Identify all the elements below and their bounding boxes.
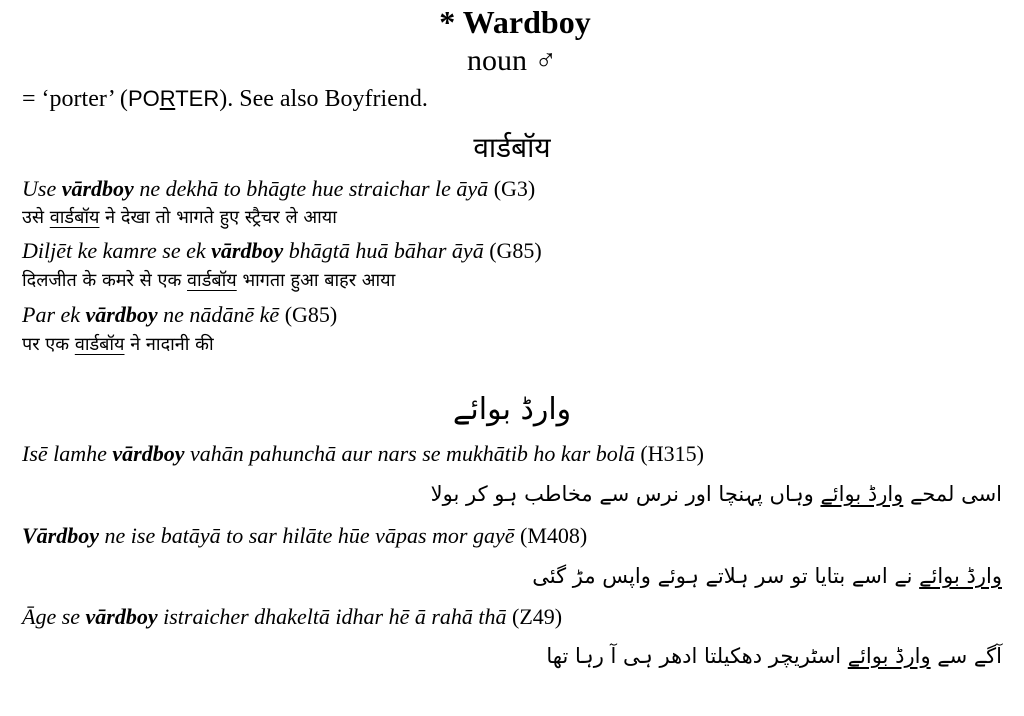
male-gender-icon: ♂ bbox=[534, 44, 557, 77]
script-text: آگے سے bbox=[930, 644, 1002, 668]
script-text: اسی لمحے bbox=[903, 482, 1002, 506]
citation: (G85) bbox=[279, 302, 338, 327]
headword-bold: vārdboy bbox=[211, 238, 284, 263]
urdu-example-1-transliteration bbox=[22, 441, 704, 467]
urdu-example-1-script bbox=[431, 482, 1002, 506]
lat-text: Diljēt ke kamre se ek bbox=[22, 238, 212, 263]
lat-text: ne nādānē kē bbox=[157, 302, 280, 327]
headword-bold: Vārdboy bbox=[22, 523, 99, 548]
pos-label: noun bbox=[467, 44, 527, 77]
citation: (Z49) bbox=[506, 604, 563, 629]
script-text: पर एक bbox=[22, 334, 75, 355]
lat-text: Isē lamhe bbox=[22, 441, 113, 466]
headword-underlined: वार्डबॉय bbox=[74, 334, 125, 355]
headword-underlined: وارڈ بوائے bbox=[820, 482, 904, 506]
definition-line bbox=[22, 86, 428, 113]
script-text: भागता हुआ बाहर आया bbox=[236, 270, 396, 291]
hindi-example-3-script bbox=[22, 332, 214, 356]
definition-prefix: = ‘porter’ ( bbox=[22, 86, 128, 112]
urdu-example-2-transliteration bbox=[22, 523, 587, 549]
lat-text: ne ise batāyā to sar hilāte hūe vāpas mor gayē bbox=[99, 523, 515, 548]
headword-bold: vārdboy bbox=[85, 604, 158, 629]
headword-underlined: वार्डबॉय bbox=[187, 270, 237, 291]
hindi-example-3-transliteration bbox=[22, 302, 337, 328]
citation: (M408) bbox=[514, 523, 588, 548]
script-text: اسٹریچر دھکیلتا ادھر ہی آ رہا تھا bbox=[546, 644, 848, 668]
ref-part: TER bbox=[175, 86, 220, 111]
hindi-example-1-transliteration bbox=[22, 176, 535, 202]
cross-reference-porter bbox=[128, 86, 219, 111]
urdu-heading: وارڈ بوائے bbox=[452, 392, 572, 427]
citation: (G3) bbox=[488, 176, 536, 201]
citation: (H315) bbox=[634, 441, 704, 466]
lat-text: Use bbox=[22, 176, 62, 201]
urdu-example-3-transliteration bbox=[22, 604, 562, 630]
ref-part-underlined: R bbox=[159, 86, 176, 111]
lat-text: istraicher dhakeltā idhar hē ā rahā thā bbox=[157, 604, 507, 629]
script-text: ने देखा तो भागते हुए स्ट्रैचर ले आया bbox=[99, 207, 337, 228]
script-text: ने नादानी की bbox=[124, 334, 214, 355]
urdu-example-2-script bbox=[532, 564, 1002, 588]
hindi-example-1-script bbox=[22, 205, 337, 229]
headword-underlined: वार्डबॉय bbox=[49, 207, 100, 228]
script-text: दिलजीत के कमरे से एक bbox=[22, 270, 188, 291]
lat-text: Āge se bbox=[22, 604, 86, 629]
part-of-speech bbox=[0, 44, 1024, 78]
citation: (G85) bbox=[483, 238, 542, 263]
urdu-example-3-script bbox=[546, 644, 1002, 668]
headword-bold: vārdboy bbox=[61, 176, 134, 201]
lat-text: vahān pahunchā aur nars se mukhātib ho kar bolā bbox=[184, 441, 635, 466]
headword-bold: vārdboy bbox=[112, 441, 185, 466]
hindi-example-2-script bbox=[22, 268, 395, 292]
hindi-example-2-transliteration bbox=[22, 238, 542, 264]
script-text: उसे bbox=[22, 207, 50, 228]
script-text: نے اسے بتایا تو سر ہلاتے ہوئے واپس مڑ گئی bbox=[532, 564, 920, 588]
headword-underlined: وارڈ بوائے bbox=[847, 644, 931, 668]
definition-suffix: ). See also Boyfriend. bbox=[219, 86, 428, 112]
headword-underlined: وارڈ بوائے bbox=[919, 564, 1002, 588]
hindi-heading: वार्डबॉय bbox=[473, 131, 551, 164]
script-text: وہاں پہنچا اور نرس سے مخاطب ہو کر بولا bbox=[430, 482, 821, 506]
ref-part: PO bbox=[127, 86, 160, 111]
lat-text: Par ek bbox=[22, 302, 86, 327]
entry-title: * Wardboy bbox=[439, 4, 591, 40]
lat-text: ne dekhā to bhāgte hue straichar le āyā bbox=[133, 176, 489, 201]
headword-bold: vārdboy bbox=[85, 302, 158, 327]
lat-text: bhāgtā huā bāhar āyā bbox=[283, 238, 484, 263]
